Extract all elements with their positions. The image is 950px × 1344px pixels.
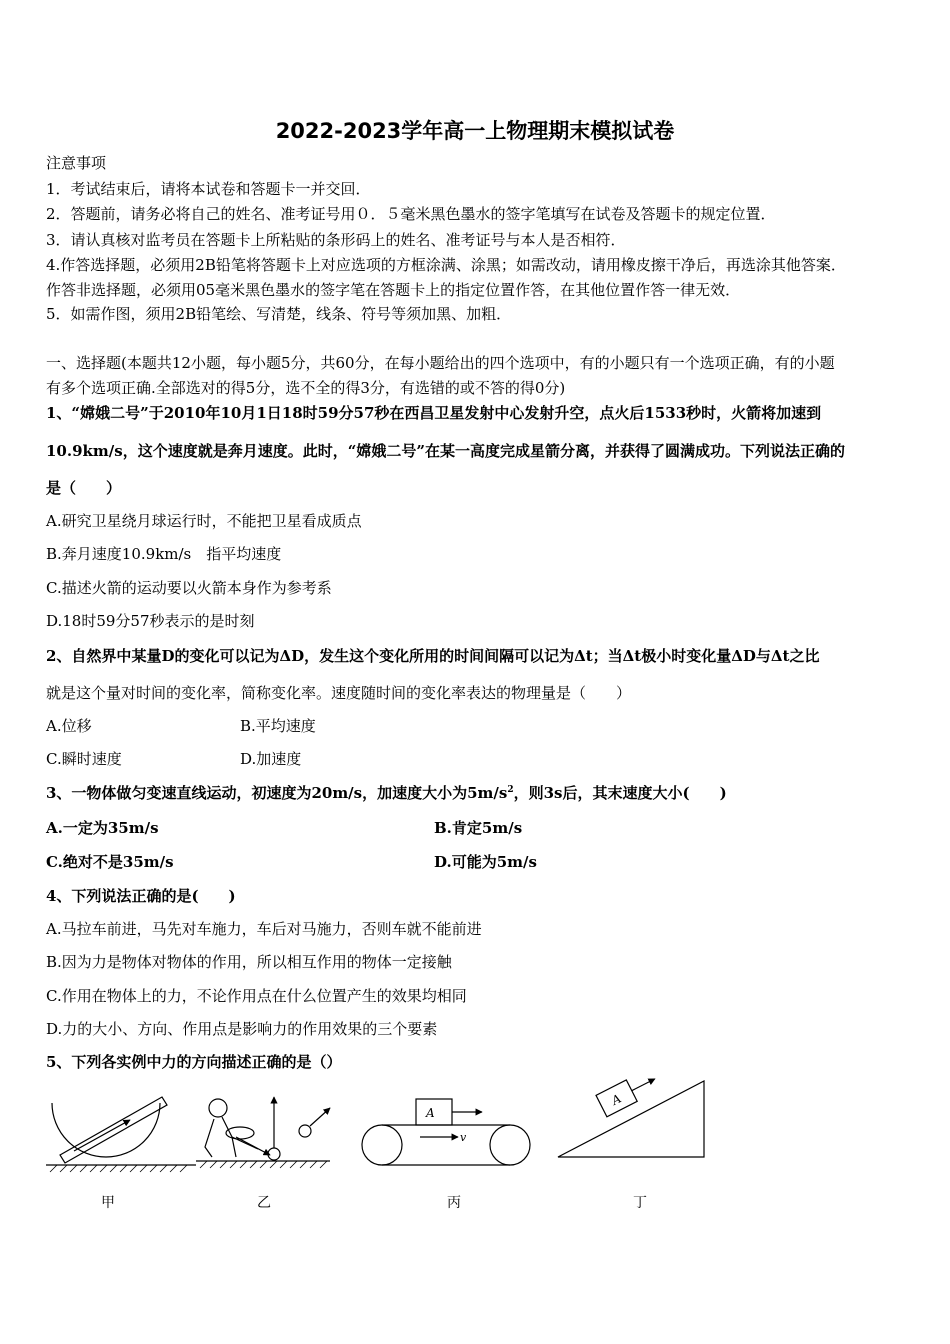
question-1-option-a: A.研究卫星绕月球运行时，不能把卫星看成质点	[46, 512, 362, 530]
figure-jia	[46, 1097, 196, 1172]
force-arrow	[74, 1120, 130, 1151]
notice-item: 2．答题前，请务必将自己的姓名、准考证号用０．５毫米黑色墨水的签字笔填写在试卷及答题卡的规定位置．	[46, 205, 776, 223]
bowl	[52, 1103, 160, 1157]
question-3-stem-post: ，则3s后，其末速度大小( )	[513, 784, 727, 802]
question-2-option-c: C.瞬时速度	[46, 750, 122, 768]
figure-yi	[196, 1097, 330, 1168]
figure-label-jia: 甲	[101, 1195, 115, 1211]
question-2-stem-cont: 就是这个量对时间的变化率，简称变化率。速度随时间的变化率表达的物理量是（ ）	[46, 684, 632, 702]
question-4-stem: 4、下列说法正确的是( )	[46, 887, 236, 905]
question-3-option-b: B.肯定5m/s	[434, 819, 523, 837]
figure-bing	[362, 1099, 530, 1165]
roller-left	[362, 1125, 402, 1165]
question-2-option-d: D.加速度	[240, 750, 302, 768]
block-a-label: A	[609, 1091, 624, 1108]
question-3-option-d: D.可能为5m/s	[434, 853, 537, 871]
ground-hatch	[200, 1161, 327, 1168]
figure-label-yi: 乙	[257, 1195, 271, 1211]
rod	[60, 1097, 167, 1163]
ball-flying	[299, 1125, 311, 1137]
question-2-stem: 2、自然界中某量D的变化可以记为ΔD，发生这个变化所用的时间间隔可以记为Δt；当Δt极小时变化量ΔD与Δt之比	[46, 647, 820, 665]
ground-hatch	[50, 1165, 187, 1172]
question-4-option-b: B.因为力是物体对物体的作用，所以相互作用的物体一定接触	[46, 953, 452, 971]
question-1-option-b: B.奔月速度10.9km/s 指平均速度	[46, 545, 282, 563]
question-2-option-b: B.平均速度	[240, 717, 316, 735]
person-head	[209, 1099, 227, 1117]
question-1-stem: 1、“嫦娥二号”于2010年10月1日18时59分57秒在西昌卫星发射中心发射升空，点火后1533秒时，火箭将加速到	[46, 404, 822, 422]
question-4-option-d: D.力的大小、方向、作用点是影响力的作用效果的三个要素	[46, 1020, 438, 1038]
question-3-stem-pre: 3、一物体做匀变速直线运动，初速度为20m/s，加速度大小为5m/s	[46, 784, 508, 802]
question-1-option-d: D.18时59分57秒表示的是时刻	[46, 612, 255, 630]
notice-heading: 注意事项	[46, 154, 107, 172]
block-a-label: A	[426, 1106, 435, 1120]
incline-force-arrow	[632, 1079, 655, 1091]
question-5-stem: 5、下列各实例中力的方向描述正确的是（）	[46, 1053, 342, 1071]
question-3-option-c: C.绝对不是35m/s	[46, 853, 174, 871]
notice-item: 1．考试结束后，请将本试卷和答题卡一并交回．	[46, 180, 371, 198]
figure-label-bing: 丙	[447, 1195, 461, 1211]
section-instructions: 一、选择题(本题共12小题，每小题5分，共60分，在每小题给出的四个选项中，有的小题只有一个选项正确，有的小题	[46, 354, 835, 372]
question-1-stem-cont: 10.9km/s，这个速度就是奔月速度。此时，“嫦娥二号”在某一高度完成星箭分离，并获得了圆满成功。下列说法正确的	[46, 442, 845, 460]
notice-item: 4.作答选择题，必须用2B铅笔将答题卡上对应选项的方框涂满、涂黑；如需改动，请用橡皮擦干净后，再选涂其他答案．	[46, 256, 846, 274]
question-1-option-c: C.描述火箭的运动要以火箭本身作为参考系	[46, 579, 332, 597]
question-5-figures	[0, 1075, 950, 1185]
question-3-stem	[46, 782, 727, 803]
figure-ding	[558, 1075, 704, 1157]
roller-right	[490, 1125, 530, 1165]
notice-item: 3．请认真核对监考员在答题卡上所粘贴的条形码上的姓名、准考证号与本人是否相符．	[46, 231, 626, 249]
question-3-exponent: 2	[507, 785, 514, 795]
force-arrow-diagonal	[310, 1108, 330, 1126]
page-title: 2022-2023学年高一上物理期末模拟试卷	[275, 119, 675, 143]
question-3-option-a: A.一定为35m/s	[46, 819, 159, 837]
velocity-label: v	[460, 1131, 467, 1144]
ball	[268, 1148, 280, 1160]
question-2-option-a: A.位移	[46, 717, 92, 735]
figure-label-ding: 丁	[633, 1195, 647, 1211]
notice-item: 作答非选择题，必须用05毫米黑色墨水的签字笔在答题卡上的指定位置作答，在其他位置作答一律无效．	[46, 281, 741, 299]
question-1-stem-end: 是（ ）	[46, 479, 122, 497]
question-4-option-c: C.作用在物体上的力，不论作用点在什么位置产生的效果均相同	[46, 987, 467, 1005]
section-instructions-cont: 有多个选项正确.全部选对的得5分，选不全的得3分，有选错的或不答的得0分)	[46, 379, 566, 397]
question-4-option-a: A.马拉车前进，马先对车施力，车后对马施力，否则车就不能前进	[46, 920, 482, 938]
incline	[558, 1081, 704, 1157]
kick-arrow	[236, 1137, 270, 1155]
notice-item: 5．如需作图，须用2B铅笔绘、写清楚，线条、符号等须加黑、加粗．	[46, 305, 512, 323]
